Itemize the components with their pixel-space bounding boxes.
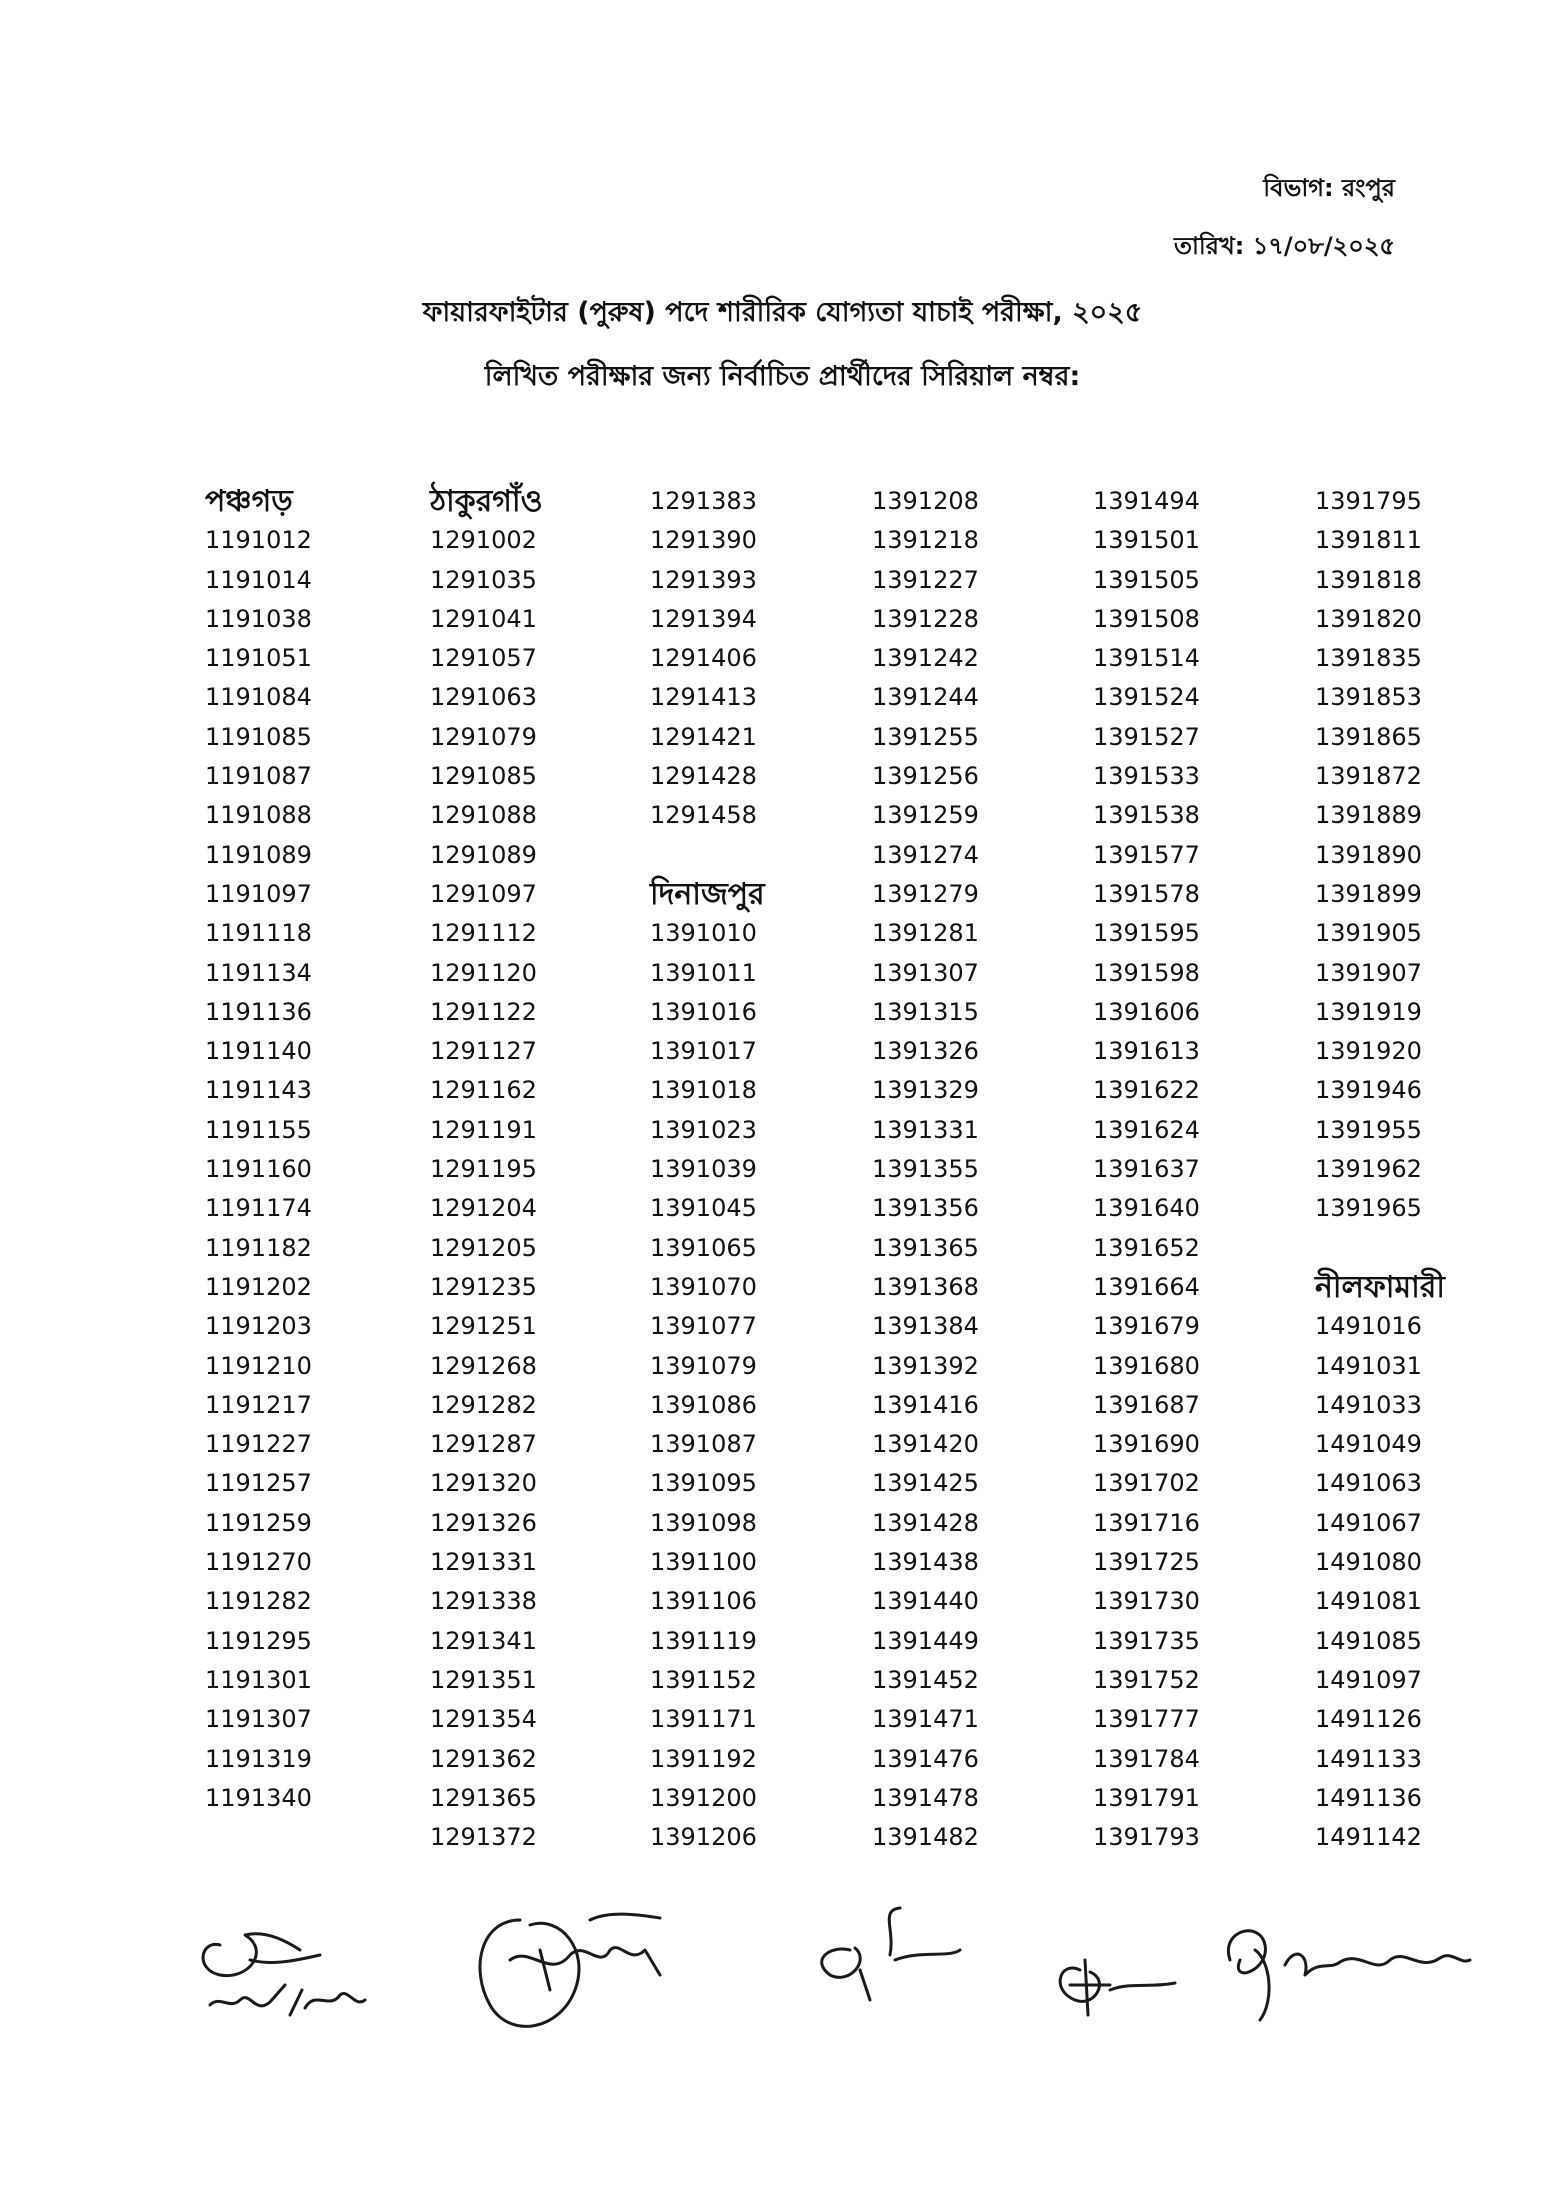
serial-number: 1391045 [650,1194,757,1223]
serial-number: 1191084 [205,683,312,712]
serial-number: 1291268 [430,1351,537,1380]
serial-number: 1291365 [430,1783,537,1812]
serial-number: 1291122 [430,997,537,1026]
serial-number: 1491085 [1315,1626,1422,1655]
serial-number: 1391315 [872,997,979,1026]
serial-number: 1291205 [430,1233,537,1262]
serial-number: 1391652 [1093,1233,1200,1262]
serial-number: 1291085 [430,762,537,791]
serial-number: 1391095 [650,1469,757,1498]
serial-number: 1391152 [650,1665,757,1694]
serial-number: 1391255 [872,722,979,751]
serial-number: 1391533 [1093,762,1200,791]
serial-number: 1491136 [1315,1783,1422,1812]
serial-number: 1491081 [1315,1587,1422,1616]
serial-number: 1391100 [650,1548,757,1577]
serial-number: 1391208 [872,487,979,515]
serial-number: 1391818 [1315,565,1422,594]
district-heading: দিনাজপুর [650,876,765,912]
serial-number: 1291341 [430,1626,537,1655]
serial-number: 1391440 [872,1587,979,1616]
serial-number: 1191038 [205,604,312,633]
serial-number: 1191136 [205,997,312,1026]
serial-number: 1391079 [650,1351,757,1380]
serial-number: 1191143 [205,1076,312,1105]
serial-number: 1391508 [1093,604,1200,633]
serial-number: 1291041 [430,604,537,633]
serial-number: 1291195 [430,1155,537,1184]
signature-4 [1060,1960,1175,2015]
serial-number: 1291088 [430,801,537,830]
serial-number: 1291035 [430,565,537,594]
serial-number: 1391192 [650,1744,757,1773]
serial-number: 1291331 [430,1548,537,1577]
date-label: তারিখ: ১৭/০৮/২০২৫ [1173,232,1395,260]
serial-number: 1291287 [430,1430,537,1459]
serial-number: 1291421 [650,722,757,751]
serial-number: 1191295 [205,1626,312,1655]
serial-number: 1191014 [205,565,312,594]
serial-number: 1491033 [1315,1390,1422,1419]
serial-number: 1291191 [430,1115,537,1144]
signature-5 [1228,1931,1470,2020]
serial-number: 1391890 [1315,840,1422,869]
serial-number: 1191174 [205,1194,312,1223]
spacer [650,836,840,875]
serial-number: 1391368 [872,1272,979,1301]
serial-number: 1391416 [872,1390,979,1419]
serial-number: 1391640 [1093,1194,1200,1223]
serial-number: 1291338 [430,1587,537,1616]
serial-number: 1191088 [205,801,312,830]
serial-number: 1391514 [1093,644,1200,673]
serial-number: 1391606 [1093,997,1200,1026]
serial-column-3 [650,482,840,1857]
serial-number: 1291383 [650,487,757,515]
serial-number: 1391206 [650,1823,757,1852]
serial-number: 1191012 [205,526,312,555]
serial-number: 1391919 [1315,997,1422,1026]
serial-number: 1391018 [650,1076,757,1105]
serial-number: 1491067 [1315,1508,1422,1537]
serial-number: 1491133 [1315,1744,1422,1773]
serial-number: 1191140 [205,1037,312,1066]
serial-number: 1391811 [1315,526,1422,555]
serial-number: 1391438 [872,1548,979,1577]
serial-number: 1191051 [205,644,312,673]
division-label: বিভাগ: রংপুর [1263,174,1395,202]
document-subtitle: লিখিত পরীক্ষার জন্য নির্বাচিত প্রার্থীদের সিরিয়াল নম্বর: [484,361,1081,392]
serial-number: 1391835 [1315,644,1422,673]
serial-number: 1291354 [430,1705,537,1734]
serial-number: 1491063 [1315,1469,1422,1498]
serial-number: 1291097 [430,879,537,908]
serial-number: 1391065 [650,1233,757,1262]
serial-number: 1391527 [1093,722,1200,751]
serial-number: 1391218 [872,526,979,555]
serial-number: 1391420 [872,1430,979,1459]
serial-number: 1191097 [205,879,312,908]
signature-3 [822,1908,960,2000]
serial-number: 1391637 [1093,1155,1200,1184]
serial-number: 1391595 [1093,919,1200,948]
serial-number: 1291251 [430,1312,537,1341]
serial-number: 1291235 [430,1272,537,1301]
serial-number: 1191085 [205,722,312,751]
serial-number: 1391329 [872,1076,979,1105]
serial-number: 1391259 [872,801,979,830]
serial-number: 1391777 [1093,1705,1200,1734]
serial-number: 1391679 [1093,1312,1200,1341]
serial-number: 1391482 [872,1823,979,1852]
serial-number: 1391899 [1315,879,1422,908]
serial-number: 1391039 [650,1155,757,1184]
serial-number: 1391578 [1093,879,1200,908]
serial-number: 1391476 [872,1744,979,1773]
serial-number: 1391392 [872,1351,979,1380]
serial-number: 1291057 [430,644,537,673]
serial-number: 1391702 [1093,1469,1200,1498]
serial-number: 1391680 [1093,1351,1200,1380]
serial-number: 1291351 [430,1665,537,1694]
serial-number: 1391228 [872,604,979,633]
serial-number: 1291428 [650,762,757,791]
serial-number: 1391690 [1093,1430,1200,1459]
district-heading: ঠাকুরগাঁও [430,484,543,519]
serial-number: 1391307 [872,958,979,987]
serial-number: 1391425 [872,1469,979,1498]
serial-number: 1391622 [1093,1076,1200,1105]
serial-number: 1391077 [650,1312,757,1341]
serial-number: 1391016 [650,997,757,1026]
serial-number: 1391087 [650,1430,757,1459]
serial-number: 1391624 [1093,1115,1200,1144]
serial-number: 1391524 [1093,683,1200,712]
serial-number: 1391907 [1315,958,1422,987]
serial-number: 1291393 [650,565,757,594]
serial-number: 1491097 [1315,1665,1422,1694]
serial-number: 1191134 [205,958,312,987]
serial-number: 1491031 [1315,1351,1422,1380]
serial-number: 1191319 [205,1744,312,1773]
serial-number: 1391365 [872,1233,979,1262]
serial-number: 1291063 [430,683,537,712]
serial-number: 1391244 [872,683,979,712]
serial-number: 1291394 [650,604,757,633]
serial-number: 1391716 [1093,1508,1200,1537]
serial-number: 1191282 [205,1587,312,1616]
serial-number: 1191182 [205,1233,312,1262]
serial-number: 1391471 [872,1705,979,1734]
serial-number: 1391889 [1315,801,1422,830]
serial-number: 1391331 [872,1115,979,1144]
serial-number: 1391538 [1093,801,1200,830]
serial-number: 1391070 [650,1272,757,1301]
serial-number: 1391730 [1093,1587,1200,1616]
serial-number: 1291162 [430,1076,537,1105]
serial-number: 1391017 [650,1037,757,1066]
serial-number: 1391955 [1315,1115,1422,1144]
serial-number: 1291406 [650,644,757,673]
serial-number: 1191210 [205,1351,312,1380]
serial-column-2 [430,482,620,1857]
serial-number: 1491126 [1315,1705,1422,1734]
serial-number: 1391171 [650,1705,757,1734]
serial-number: 1391505 [1093,565,1200,594]
serial-number: 1291458 [650,801,757,830]
signature-1 [203,1934,365,2015]
serial-number: 1191155 [205,1115,312,1144]
serial-number: 1391905 [1315,919,1422,948]
serial-number: 1291320 [430,1469,537,1498]
serial-number: 1391853 [1315,683,1422,712]
serial-number: 1391865 [1315,722,1422,751]
serial-number: 1491016 [1315,1312,1422,1341]
serial-number: 1191087 [205,762,312,791]
serial-number: 1291372 [430,1823,537,1852]
serial-number: 1391256 [872,762,979,791]
serial-number: 1391326 [872,1037,979,1066]
serial-number: 1191227 [205,1430,312,1459]
serial-number: 1391279 [872,879,979,908]
serial-number: 1291390 [650,526,757,555]
serial-number: 1391227 [872,565,979,594]
serial-number: 1391086 [650,1390,757,1419]
serial-column-5 [1093,482,1283,1857]
serial-number: 1291002 [430,526,537,555]
serial-number: 1391962 [1315,1155,1422,1184]
serial-number: 1391449 [872,1626,979,1655]
serial-number: 1391752 [1093,1665,1200,1694]
serial-number: 1291282 [430,1390,537,1419]
serial-number: 1391274 [872,840,979,869]
serial-number: 1191217 [205,1390,312,1419]
serial-number: 1191202 [205,1272,312,1301]
serial-number: 1391501 [1093,526,1200,555]
serial-number: 1391200 [650,1783,757,1812]
serial-number: 1391872 [1315,762,1422,791]
serial-number: 1391920 [1315,1037,1422,1066]
serial-number: 1391664 [1093,1272,1200,1301]
serial-number: 1391725 [1093,1548,1200,1577]
serial-number: 1191259 [205,1508,312,1537]
serial-number: 1191307 [205,1705,312,1734]
serial-number: 1391428 [872,1508,979,1537]
serial-number: 1291089 [430,840,537,869]
serial-number: 1391735 [1093,1626,1200,1655]
serial-number: 1391494 [1093,487,1200,515]
serial-number: 1191118 [205,919,312,948]
serial-number: 1491142 [1315,1823,1422,1852]
serial-number: 1391598 [1093,958,1200,987]
serial-number: 1291204 [430,1194,537,1223]
serial-number: 1391023 [650,1115,757,1144]
serial-number: 1391098 [650,1508,757,1537]
serial-number: 1391106 [650,1587,757,1616]
serial-column-1 [205,482,395,1818]
serial-number: 1191160 [205,1155,312,1184]
serial-number: 1391965 [1315,1194,1422,1223]
serial-number: 1291413 [650,683,757,712]
serial-number: 1391687 [1093,1390,1200,1419]
serial-number: 1491080 [1315,1548,1422,1577]
serial-number: 1391119 [650,1626,757,1655]
serial-number: 1391452 [872,1665,979,1694]
serial-number: 1391577 [1093,840,1200,869]
spacer [1315,1229,1505,1268]
serial-number: 1191340 [205,1783,312,1812]
serial-number: 1391946 [1315,1076,1422,1105]
serial-number: 1291127 [430,1037,537,1066]
serial-number: 1391011 [650,958,757,987]
serial-number: 1291362 [430,1744,537,1773]
serial-number: 1191203 [205,1312,312,1341]
serial-number: 1391356 [872,1194,979,1223]
serial-number: 1291112 [430,919,537,948]
serial-number: 1391793 [1093,1823,1200,1852]
serial-number: 1391613 [1093,1037,1200,1066]
serial-number: 1191270 [205,1548,312,1577]
serial-number: 1291079 [430,722,537,751]
serial-number: 1391795 [1315,487,1422,515]
serial-number: 1391784 [1093,1744,1200,1773]
serial-number: 1391820 [1315,604,1422,633]
serial-number: 1191301 [205,1665,312,1694]
serial-number: 1391010 [650,919,757,948]
serial-number: 1391478 [872,1783,979,1812]
serial-number: 1191089 [205,840,312,869]
serial-column-4 [872,482,1062,1857]
serial-number: 1291326 [430,1508,537,1537]
serial-number: 1391355 [872,1155,979,1184]
serial-number: 1291120 [430,958,537,987]
serial-column-6 [1315,482,1505,1857]
district-heading: নীলফামারী [1315,1269,1445,1305]
serial-number: 1391384 [872,1312,979,1341]
signature-2 [480,1914,660,2026]
signature-area [190,1890,1490,2050]
document-title: ফায়ারফাইটার (পুরুষ) পদে শারীরিক যোগ্যতা যাচাই পরীক্ষা, ২০২৫ [422,297,1143,328]
serial-number: 1391281 [872,919,979,948]
serial-number: 1491049 [1315,1430,1422,1459]
serial-number: 1391242 [872,644,979,673]
serial-number: 1391791 [1093,1783,1200,1812]
serial-number: 1191257 [205,1469,312,1498]
district-heading: পঞ্চগড় [205,484,293,519]
